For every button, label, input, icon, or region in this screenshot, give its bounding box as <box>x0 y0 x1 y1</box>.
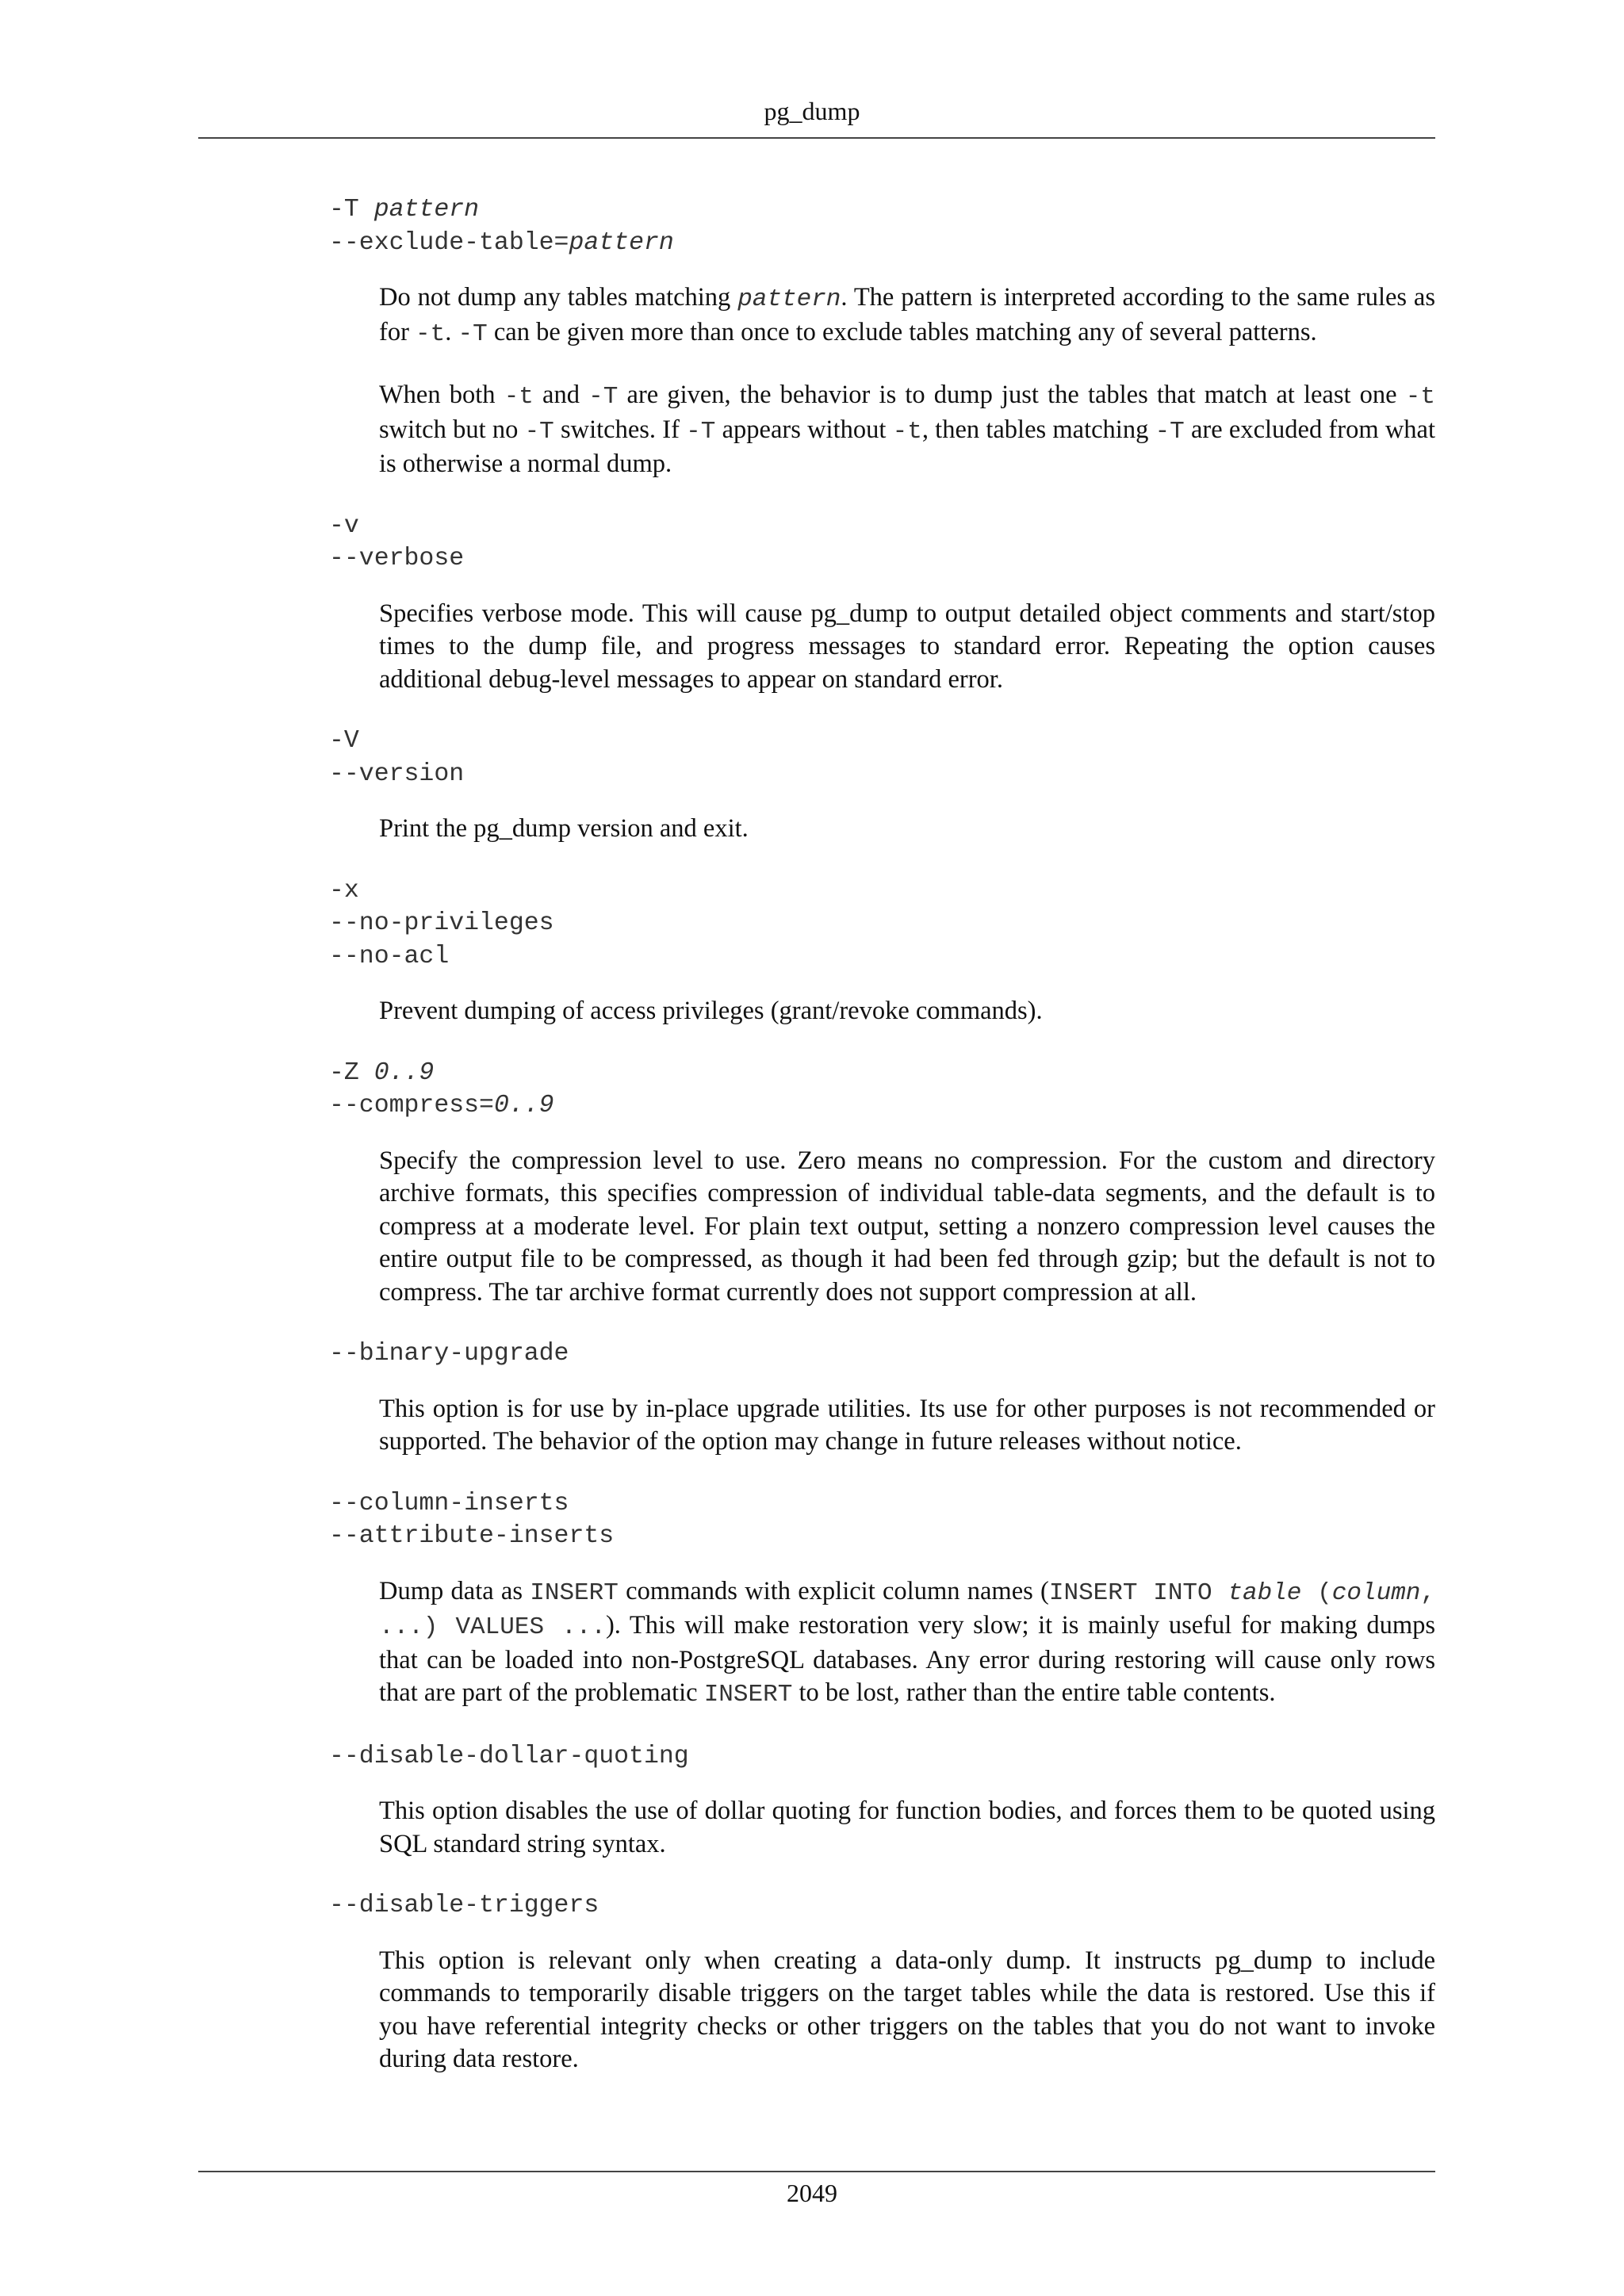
option-argument: 0..9 <box>373 1058 435 1087</box>
option-description: This option is relevant only when creating a data-only dump. It instructs pg_dump to include commands to temporarily disable triggers on the target tables while the data is restored. Use this if you have referential integrity checks or other triggers on the tables that you do not want to invoke during data restore. <box>379 1946 1435 2073</box>
option-disable-triggers <box>329 1889 1435 2076</box>
option-argument: pattern <box>373 196 480 224</box>
option-term: --binary-upgrade <box>329 1340 569 1368</box>
option-term: --attribute-inserts <box>329 1522 615 1550</box>
option-version <box>329 725 1435 846</box>
option-verbose <box>329 510 1435 697</box>
footer-rule <box>198 2171 1435 2172</box>
option-description: Dump data as INSERT commands with explicit column names (INSERT INTO table (column, ...) VALUES ...). This will make restoration very slow; it is mainly useful for making dumps that can be loaded into non-PostgreSQL databases. Any error during restoring will cause only rows that are part of the problematic INSERT to be lost, rather than the entire table contents. <box>379 1576 1436 1709</box>
option-disable-dollar-quoting <box>329 1740 1435 1862</box>
option-term: --column-inserts <box>329 1489 569 1517</box>
option-term: --version <box>329 760 465 788</box>
option-description: Specifies verbose mode. This will cause pg_dump to output detailed object comments and start/stop times to the dump file, and progress messages to standard error. Repeating the option causes additional debug-level messages to appear on standard error. <box>379 599 1435 694</box>
inline-code: -t <box>892 417 922 446</box>
option-exclude-table <box>329 193 1435 481</box>
option-term: -Z 0..9 <box>329 1058 435 1087</box>
inline-code: INSERT <box>530 1578 619 1607</box>
option-term: --no-privileges <box>329 909 554 937</box>
option-list <box>329 193 1435 2105</box>
header-rule <box>198 137 1435 139</box>
page-header-title: pg_dump <box>764 97 860 125</box>
option-term: --compress=0..9 <box>329 1092 554 1119</box>
option-term: --exclude-table=pattern <box>329 228 674 257</box>
option-term: --verbose <box>329 545 465 572</box>
option-term: -v <box>329 511 359 540</box>
inline-code: -T <box>588 383 619 411</box>
option-column-inserts <box>329 1487 1435 1712</box>
option-description: Prevent dumping of access privileges (grant/revoke commands). <box>379 997 1043 1025</box>
inline-code: -t <box>416 320 446 348</box>
inline-code: , ...) VALUES ... <box>379 1578 1435 1641</box>
inline-code: -T <box>686 417 716 446</box>
option-description: Do not dump any tables matching pattern. The pattern is interpreted according to the same rules as for -t. -T can be given more than once to exclude tables matching any of several patterns. <box>379 283 1436 348</box>
option-argument: pattern <box>569 228 674 257</box>
option-description: When both -t and -T are given, the behavior is to dump just the tables that match at least one -t switch but no -T switches. If -T appears without -t, then tables matching -T are excluded from what is otherwise a normal dump. <box>379 381 1436 478</box>
inline-code: -t <box>1405 383 1435 411</box>
inline-code: pattern <box>737 285 841 313</box>
inline-code: INSERT INTO <box>1048 1578 1228 1607</box>
option-binary-upgrade <box>329 1337 1435 1459</box>
inline-code: -T <box>458 320 488 348</box>
option-no-privileges <box>329 874 1435 1028</box>
inline-code-variable: table <box>1228 1578 1302 1607</box>
option-term: --no-acl <box>329 942 450 970</box>
option-term: --disable-dollar-quoting <box>329 1742 689 1770</box>
inline-code: -T <box>524 417 554 446</box>
page-number: 2049 <box>787 2179 837 2207</box>
option-description: Specify the compression level to use. Zero means no compression. For the custom and directory archive formats, this specifies compression of individual table-data segments, and the default is to compress at a moderate level. For plain text output, setting a nonzero compression level causes the entire output file to be compressed, as though it had been fed through gzip; but the default is not to compress. The tar archive format currently does not support compression at all. <box>379 1146 1435 1307</box>
inline-code: -T <box>1155 417 1185 446</box>
option-argument: 0..9 <box>493 1092 554 1119</box>
option-compress <box>329 1057 1435 1310</box>
option-term: -T pattern <box>329 196 480 224</box>
option-term: --disable-triggers <box>329 1892 599 1919</box>
inline-code: -t <box>504 383 534 411</box>
option-term: -x <box>329 876 359 905</box>
option-description: This option disables the use of dollar quoting for function bodies, and forces them to be quoted using SQL standard string syntax. <box>379 1797 1435 1858</box>
inline-code: ( <box>1301 1578 1332 1607</box>
option-term: -V <box>329 727 359 755</box>
option-description: This option is for use by in-place upgrade utilities. Its use for other purposes is not recommended or supported. The behavior of the option may change in future releases without notice. <box>379 1394 1435 1456</box>
option-description: Print the pg_dump version and exit. <box>379 814 749 843</box>
inline-code-variable: column <box>1331 1578 1421 1607</box>
inline-code: INSERT <box>703 1681 793 1709</box>
